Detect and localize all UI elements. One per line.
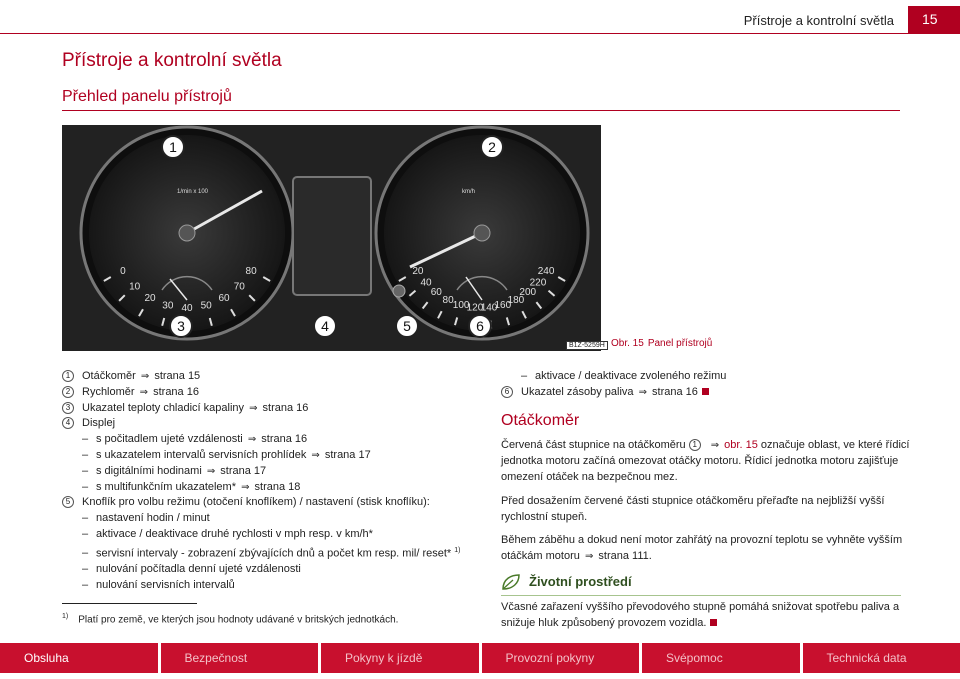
sub-item: – nulování servisních intervalů xyxy=(82,579,235,592)
page-reference[interactable]: strana 16 xyxy=(262,401,309,414)
speedometer-label: 140 xyxy=(480,302,498,314)
tab-svepomoc[interactable]: Svépomoc xyxy=(642,643,803,673)
left-column xyxy=(62,369,482,594)
figure-caption xyxy=(611,338,712,349)
figure-callout-label: 5 xyxy=(403,318,411,334)
page-reference[interactable]: strana 16 xyxy=(652,385,698,398)
sub-item: – nastavení hodin / minut xyxy=(82,512,210,525)
tab-provozni-pokyny[interactable]: Provozní pokyny xyxy=(482,643,643,673)
instrument-panel-figure xyxy=(62,125,601,351)
list-item-1 xyxy=(62,369,482,385)
tab-technicka-data[interactable]: Technická data xyxy=(803,643,960,673)
sub-item-text: s digitálními hodinami xyxy=(96,464,202,477)
callout-badge: 4 xyxy=(62,417,74,429)
sub-item: – aktivace / deaktivace druhé rychlosti v mph resp. v km/h* xyxy=(82,527,373,540)
tab-obsluha[interactable]: Obsluha xyxy=(0,643,161,673)
list-item-text: Otáčkoměr xyxy=(82,370,136,382)
arrow-right-icon: ⇒ xyxy=(638,386,647,398)
footnote-divider xyxy=(62,603,197,604)
sub-item-text: s počitadlem ujeté vzdálenosti xyxy=(96,433,243,446)
tab-bezpecnost[interactable]: Bezpečnost xyxy=(161,643,322,673)
list-item-text: Knoflík pro volbu režimu (otočení knoflíkem) / nastavení (stisk knoflíku): xyxy=(82,496,430,509)
arrow-right-icon: ⇒ xyxy=(140,371,150,382)
speedometer-label: 80 xyxy=(442,294,454,306)
section-end-icon xyxy=(702,388,709,395)
instrument-panel-illustration xyxy=(62,125,601,351)
subsection-title: Otáčkoměr xyxy=(501,411,580,429)
list-item-4 xyxy=(62,416,482,432)
tachometer-label: 0 xyxy=(120,266,126,277)
speedometer-label: 60 xyxy=(430,287,442,299)
sub-item-text: servisní intervaly - zobrazení zbývajících dnů a počet km resp. mil/ reset* xyxy=(96,547,452,560)
paragraph-text: označuje oblast, ve které řídicí jednotka motoru začíná omezovat otáčky motoru. Řídicí jednotka motoru zajišťuje omezení otáček na bezpečnou mez. xyxy=(501,439,910,483)
tachometer-unit: 1/min x 100 xyxy=(177,189,209,195)
sub-item: – s počitadlem ujeté vzdálenosti ⇒ strana 16 xyxy=(82,433,308,446)
figure-callout-label: 1 xyxy=(169,139,177,155)
page-number: 15 xyxy=(908,6,960,33)
sub-item: – nulování počítadla denní ujeté vzdálenosti xyxy=(82,563,301,576)
sub-item: – s ukazatelem intervalů servisních prohlídek ⇒ strana 17 xyxy=(82,448,371,461)
arrow-right-icon: ⇒ xyxy=(206,465,216,477)
figure-callout-label: 4 xyxy=(321,318,329,334)
section-end-icon xyxy=(710,619,717,626)
list-item-3 xyxy=(62,401,482,417)
paragraph: Před dosažením červené části stupnice otáčkoměru přeřaďte na nejbližší vyšší rychlostní stupeň. xyxy=(501,494,885,523)
paragraph xyxy=(501,438,921,485)
list-item-5 xyxy=(62,495,482,511)
tab-pokyny-k-jizde[interactable]: Pokyny k jízdě xyxy=(321,643,482,673)
footnote xyxy=(62,613,398,625)
list-item-text: Rychloměr xyxy=(82,385,135,398)
tachometer-label: 20 xyxy=(144,293,156,305)
sub-item-text: s ukazatelem intervalů servisních prohlídek xyxy=(96,448,307,461)
page-reference[interactable]: strana 111. xyxy=(598,550,652,563)
list-item-text: Ukazatel teploty chladicí kapaliny xyxy=(82,401,245,414)
sub-item-text: s multifunkčním ukazatelem* xyxy=(96,480,236,493)
tachometer-label: 40 xyxy=(181,303,193,314)
page-reference[interactable]: strana 16 xyxy=(261,433,308,446)
callout-badge: 5 xyxy=(62,496,74,508)
tachometer-label: 80 xyxy=(245,266,257,277)
speedometer-label: 20 xyxy=(412,266,424,277)
arrow-right-icon: ⇒ xyxy=(584,551,594,563)
arrow-right-icon: ⇒ xyxy=(247,434,257,446)
figure-callout-label: 3 xyxy=(177,318,185,334)
figure-reference[interactable]: obr. 15 xyxy=(724,439,758,452)
figure-callout-label: 2 xyxy=(488,139,496,155)
mode-knob xyxy=(393,285,405,297)
tachometer-label: 60 xyxy=(218,293,230,305)
arrow-right-icon: ⇒ xyxy=(249,402,258,414)
sub-item-text: aktivace / deaktivace druhé rychlosti v mph resp. v km/h* xyxy=(96,527,373,540)
speedometer-label: 100 xyxy=(452,300,470,312)
sub-item-text: aktivace / deaktivace zvoleného režimu xyxy=(535,370,727,382)
environment-title: Životní prostředí xyxy=(529,574,632,590)
paragraph-text: Červená část stupnice na otáčkoměru xyxy=(501,439,686,452)
tachometer-label: 30 xyxy=(162,300,174,312)
sub-item: – s multifunkčním ukazatelem* ⇒ strana 18 xyxy=(82,480,301,493)
running-header: Přístroje a kontrolní světla xyxy=(743,13,894,28)
page-reference[interactable]: strana 18 xyxy=(254,480,301,493)
tachometer-label: 70 xyxy=(233,281,245,293)
chapter-title: Přístroje a kontrolní světla xyxy=(62,50,282,71)
figure-caption-number: Obr. 15 xyxy=(611,338,644,349)
page-reference[interactable]: strana 16 xyxy=(153,385,199,398)
list-item-text: Displej xyxy=(82,417,116,430)
callout-badge: 6 xyxy=(501,386,513,398)
sub-item-text: nulování počítadla denní ujeté vzdálenosti xyxy=(96,563,301,576)
sub-item-text: nastavení hodin / minut xyxy=(96,512,210,525)
environment-divider xyxy=(501,595,901,596)
list-item-text: Ukazatel zásoby paliva xyxy=(521,385,634,398)
footer-navigation xyxy=(0,643,960,673)
speedometer-label: 220 xyxy=(529,277,547,289)
arrow-right-icon: ⇒ xyxy=(139,386,149,398)
footnote-marker: 1) xyxy=(454,546,461,554)
sub-item-text: nulování servisních intervalů xyxy=(96,579,235,592)
paragraph-text: Během záběhu a dokud není motor zahřátý na provozní teplotu se vyhněte vyšším otáčkám motoru xyxy=(501,534,903,563)
sub-item: – servisní intervaly - zobrazení zbývajících dnů a počet km resp. mil/ reset* $^{1)}$ xyxy=(82,546,461,560)
list-item-2 xyxy=(62,385,482,401)
figure-callout-label: 6 xyxy=(476,318,484,334)
list-item-6 xyxy=(501,385,921,401)
speedometer-label: 180 xyxy=(507,294,525,306)
tachometer-label: 50 xyxy=(200,300,212,312)
figure-caption-label: Panel přístrojů xyxy=(647,338,713,349)
right-column xyxy=(501,369,921,640)
environment-text xyxy=(501,600,921,632)
tachometer-label: 10 xyxy=(129,281,141,293)
callout-badge: 3 xyxy=(62,402,74,414)
environment-leaf-icon xyxy=(501,573,521,591)
page-reference[interactable]: strana 15 xyxy=(154,370,201,382)
speedometer-label: 160 xyxy=(494,300,512,312)
sub-item: – s digitálními hodinami ⇒ strana 17 xyxy=(82,464,267,477)
center-display xyxy=(293,177,371,295)
paragraph xyxy=(501,533,921,565)
speedometer-label: 120 xyxy=(466,302,484,314)
callout-badge: 2 xyxy=(62,386,74,398)
speedometer-label: 200 xyxy=(519,287,537,299)
paragraph-text: Včasné zařazení vyššího převodového stupně pomáhá snižovat spotřebu paliva a snižuje hluk způsobený provozem vozidla. xyxy=(501,600,900,629)
arrow-right-icon: ⇒ xyxy=(710,440,720,452)
footnote-mark: 1) xyxy=(62,613,69,620)
figure-code: B1Z-5259H xyxy=(566,341,608,350)
arrow-right-icon: ⇒ xyxy=(241,481,250,493)
page-reference[interactable]: strana 17 xyxy=(220,464,267,477)
callout-badge: 1 xyxy=(62,370,74,382)
speedometer-unit: km/h xyxy=(462,189,476,195)
section-divider xyxy=(62,110,900,111)
page-reference[interactable]: strana 17 xyxy=(324,448,371,461)
arrow-right-icon: ⇒ xyxy=(311,449,320,461)
footnote-text: Platí pro země, ve kterých jsou hodnoty udávané v britských jednotkách. xyxy=(78,614,399,626)
speedometer-label: 40 xyxy=(420,277,432,289)
section-title: Přehled panelu přístrojů xyxy=(62,88,232,105)
speedometer-label: 240 xyxy=(537,266,555,277)
sub-item: – aktivace / deaktivace zvoleného režimu xyxy=(521,370,727,382)
environment-heading xyxy=(501,573,921,591)
callout-badge: 1 xyxy=(689,439,701,451)
